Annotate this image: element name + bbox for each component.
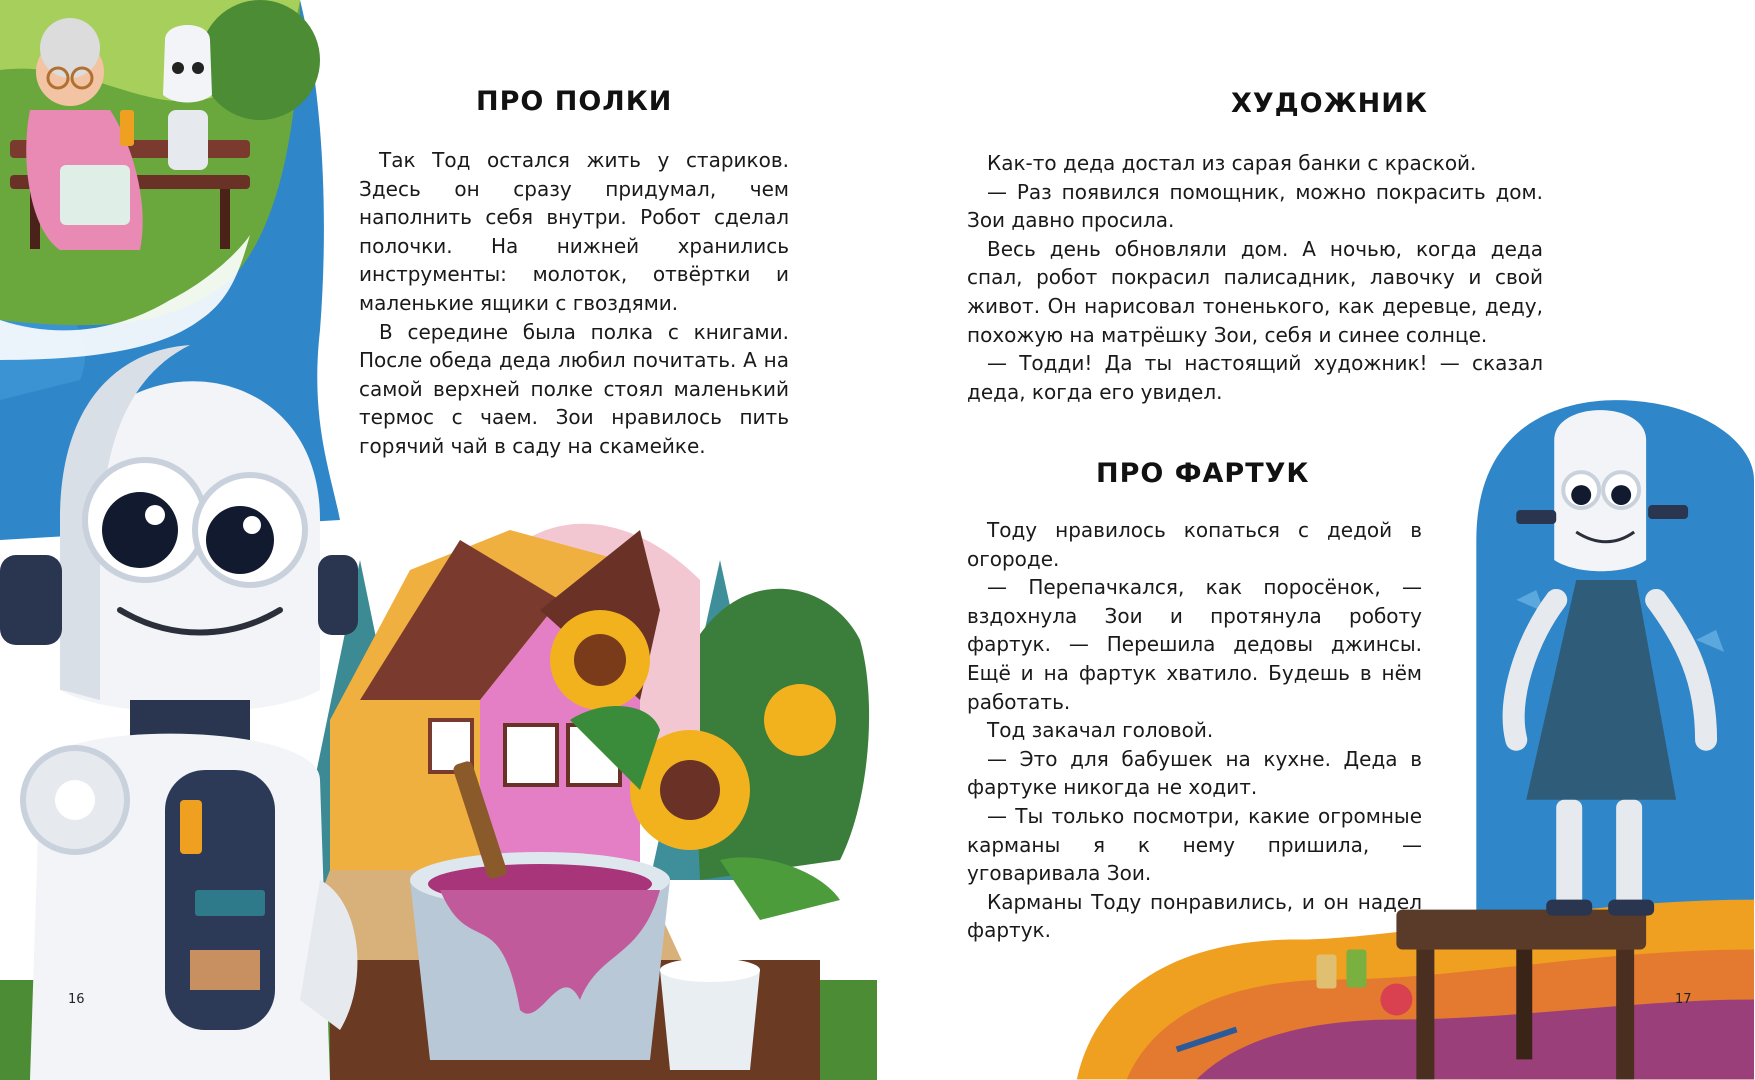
heading-apron: ПРО ФАРТУК bbox=[1096, 458, 1310, 489]
left-paragraph-2: В середине была полка с книгами. После обеда деда любил почитать. А на самой верхней полке стоял маленький термос с чаем. Зои нравилось пить горячий чай в саду на скамейке. bbox=[359, 319, 789, 458]
left-paragraph-1: Так Тод остался жить у стариков. Здесь он сразу придумал, чем наполнить себя внутри. Робот сделал полочки. На нижней хранились инструменты: молоток, отвёртки и маленькие ящики с гвоздями. bbox=[359, 148, 789, 315]
apron-paragraph-5: — Ты только посмотри, какие огромные карманы я к нему пришила, — уговаривала Зои. bbox=[967, 803, 1422, 886]
left-heading: ПРО ПОЛКИ bbox=[476, 86, 673, 117]
apron-paragraph-1: Тоду нравилось копаться с дедой в огороде. bbox=[967, 518, 1422, 571]
artist-paragraph-3: Весь день обновляли дом. А ночью, когда деда спал, робот покрасил палисадник, лавочку и свой живот. Он нарисовал тоненького, как деревце, деду, похожую на матрёшку Зои, себя и синее солнце. bbox=[967, 236, 1543, 347]
story-artist bbox=[967, 149, 1543, 406]
right-page bbox=[877, 0, 1754, 1080]
page-number-left: 16 bbox=[68, 992, 85, 1007]
small-robot bbox=[163, 25, 212, 103]
artist-paragraph-1: Как-то деда достал из сарая банки с краской. bbox=[987, 151, 1477, 175]
left-page bbox=[0, 0, 877, 1080]
artist-paragraph-2: — Раз появился помощник, можно покрасить дом. Зои давно просила. bbox=[967, 179, 1543, 233]
apron-paragraph-4: — Это для бабушек на кухне. Деда в фартуке никогда не ходит. bbox=[967, 746, 1422, 800]
apron-paragraph-6: Карманы Тоду понравились, и он надел фартук. bbox=[967, 889, 1422, 943]
story-apron bbox=[967, 516, 1422, 945]
left-story bbox=[359, 146, 789, 461]
apron-paragraph-3: Тод закачал головой. bbox=[987, 718, 1214, 743]
artist-paragraph-4: — Тодди! Да ты настоящий художник! — сказал деда, когда его увидел. bbox=[967, 351, 1543, 404]
heading-artist: ХУДОЖНИК bbox=[1231, 88, 1428, 119]
page-number-right: 17 bbox=[1675, 992, 1692, 1007]
apron-paragraph-2: — Перепачкался, как поросёнок, — вздохнула Зои и протянула роботу фартук. — Перешила дедовы джинсы. Ещё и на фартук хватило. Будешь в нём работать. bbox=[967, 575, 1422, 714]
